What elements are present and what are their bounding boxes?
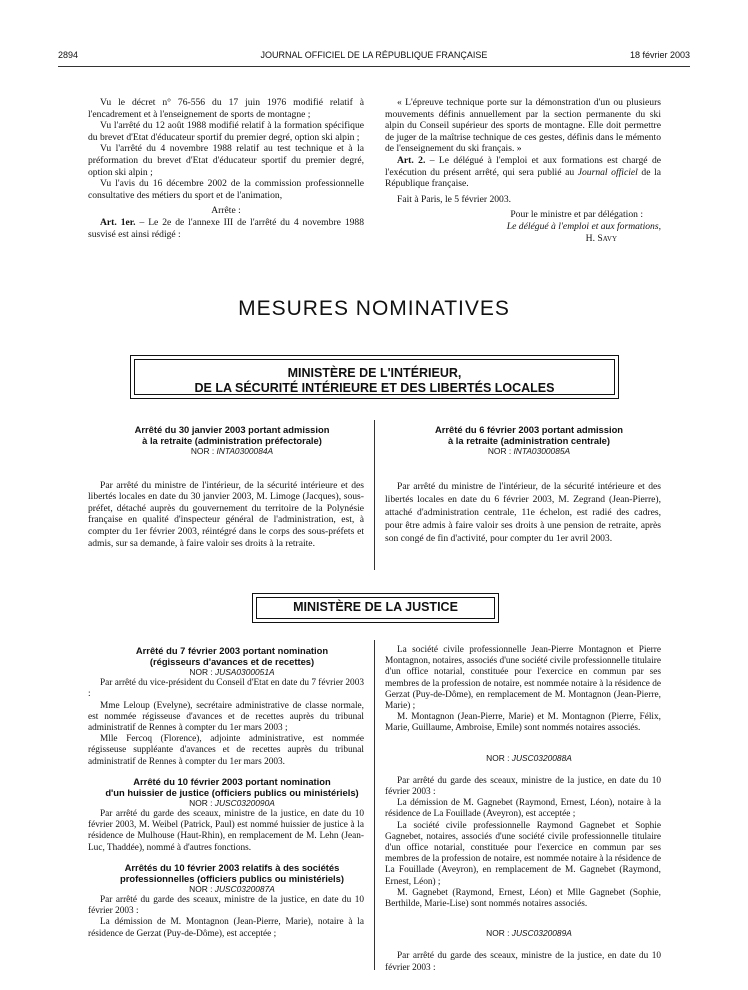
- ministry-name: MINISTÈRE DE LA JUSTICE: [293, 600, 458, 614]
- decree-title: Arrêté du 30 janvier 2003 portant admission: [134, 424, 330, 435]
- paragraph: M. Montagnon (Jean-Pierre, Marie) et M. Montagnon (Pierre, Félix, Marie, Guillaume, Ambroise, Emile) sont nommés notaires associés.: [385, 712, 661, 734]
- nor-reference: NOR : JUSC0320087A: [189, 883, 275, 894]
- paragraph: Vu l'arrêté du 4 novembre 1988 relatif au test technique et à la préformation du brevet d'Etat d'éducateur sportif du premier degré, option ski alpin ;: [88, 143, 364, 178]
- delegate-title: Le délégué à l'emploi et aux formations,: [506, 220, 661, 232]
- nor-code: JUSC0320088A: [511, 752, 572, 763]
- arrete-label: Arrête :: [211, 205, 241, 217]
- decree-subtitle: professionnelles (officiers publics ou ministériels): [119, 872, 344, 884]
- paragraph: Par arrêté du garde des sceaux, ministre de la justice, en date du 10 février 2003 :: [385, 951, 661, 973]
- page-number: 2894: [58, 50, 79, 60]
- paragraph: La société civile professionnelle Raymond Gagnebet et Sophie Gagnebet, notaires, associés d'une société civile professionnelle titulaire d'un office notarial, constituée pour l'exercice en commun par ses membres de la profession de notaire, est nommée notaire à la résidence de La Fouillade (Aveyron), en remplacement de M. Gagnebet (Raymond, Ernest, Léon) ;: [385, 820, 661, 887]
- column-separator: [374, 420, 375, 570]
- nor-reference: NOR : JUSC0320089A: [486, 928, 572, 939]
- article-2: [385, 155, 661, 190]
- paragraph: Mlle Fercoq (Florence), adjointe administrative, est nommée régisseuse suppléante d'avances et de recettes auprès du tribunal administratif de Rennes à compter du 1er mars 2003.: [88, 734, 364, 767]
- nor-code: JUSA0300051A: [214, 667, 275, 677]
- issue-date: 18 février 2003: [629, 50, 690, 60]
- paragraph: Vu l'arrêté du 12 août 1988 modifié relatif à la formation spécifique du brevet d'Etat d'éducateur sportif du premier degré, option ski alpin ;: [88, 120, 364, 143]
- delegation-line: Pour le ministre et par délégation :: [510, 209, 643, 221]
- decree-body: Par arrêté du ministre de l'intérieur, de la sécurité intérieure et des libertés locales en date du 6 février 2003, M. Zegrand (Jean-Pierre), attaché d'administration centrale, 11e échelon, est radié des cadres, pour être admis à faire valoir ses droits à une pension de retraite, après son congé de fin d'activité, pour compter du 1er avril 2003.: [385, 480, 661, 545]
- justice-right-column: [385, 645, 661, 974]
- journal-name: Journal officiel: [577, 166, 638, 178]
- paragraph: Vu l'avis du 16 décembre 2002 de la commission professionnelle consultative des métiers du sport et de l'animation,: [88, 178, 364, 201]
- decree-body: Par arrêté du ministre de l'intérieur, de la sécurité intérieure et des libertés locales en date du 30 janvier 2003, M. Limoge (Jacques), sous-préfet, détaché auprès du gouvernement du territoire de la Polynésie française en qualité d'inspecteur général de l'administration, est, à compter du 1er février 2003, réintégré dans le corps des sous-préfets et admis, sur sa demande, à faire valoir ses droits à la retraite.: [88, 479, 364, 549]
- paragraph: La société civile professionnelle Jean-Pierre Montagnon et Pierre Montagnon, notaires, associés d'une société civile professionnelle titulaire d'un office notarial, constituée pour l'exercice en commun par ses membres de la profession de notaire, est nommée notaire à la résidence de Gerzat (Puy-de-Dôme), en remplacement de M. Montagnon (Jean-Pierre, Marie) ;: [385, 645, 661, 712]
- decree-title: Arrêté du 10 février 2003 portant nomination: [133, 775, 331, 787]
- decree-title: Arrêté du 7 février 2003 portant nomination: [135, 645, 329, 656]
- paragraph: Mme Leloup (Evelyne), secrétaire administrative de classe normale, est nommée régisseuse d'avances et de recettes auprès du tribunal administratif de Rennes à compter du 1er mars 2003 ;: [88, 700, 364, 734]
- ministry-name-line2: DE LA SÉCURITÉ INTÉRIEURE ET DES LIBERTÉS LOCALES: [194, 381, 555, 395]
- justice-left-column: [88, 645, 364, 940]
- article-text-end: de la République française.: [385, 166, 662, 190]
- nor-reference: NOR : INTA0300085A: [487, 446, 571, 456]
- section-title: MESURES NOMINATIVES: [238, 297, 510, 320]
- nor-reference: NOR : JUSC0320088A: [486, 752, 572, 763]
- paragraph: M. Gagnebet (Raymond, Ernest, Léon) et Mlle Gagnebet (Sophie, Berthilde, Marie-Lise) sont nommés notaires associés.: [385, 887, 661, 910]
- nor-code: INTA0300085A: [513, 446, 571, 456]
- top-right-column: [385, 97, 661, 244]
- paragraph: Par arrêté du garde des sceaux, ministre de la justice, en date du 10 février 2003 :: [88, 895, 364, 917]
- ministry-name-line1: MINISTÈRE DE L'INTÉRIEUR,: [287, 366, 462, 380]
- nor-reference: NOR : INTA0300084A: [190, 446, 274, 456]
- nor-code: JUSC0320087A: [214, 883, 275, 894]
- nor-code: JUSC0320090A: [214, 797, 275, 808]
- column-separator: [374, 640, 375, 970]
- nor-reference: NOR : JUSC0320090A: [189, 797, 275, 808]
- paragraph: La démission de M. Montagnon (Jean-Pierre, Marie), notaire à la résidence de Gerzat (Puy-de-Dôme), est acceptée ;: [88, 917, 364, 939]
- signature: H. Savy: [585, 232, 617, 244]
- article-text: – Le délégué à l'emploi et aux formations est chargé de l'exécution du présent arrêté, qui sera publié au: [385, 154, 661, 178]
- page-header: [58, 50, 690, 64]
- decree-title: Arrêtés du 10 février 2003 relatifs à des sociétés: [124, 861, 340, 873]
- decree-subtitle: d'un huissier de justice (officiers publics ou ministériels): [105, 786, 359, 798]
- top-left-column: [88, 97, 364, 240]
- decree-subtitle: à la retraite (administration centrale): [447, 435, 611, 446]
- nor-code: INTA0300084A: [216, 446, 274, 456]
- article-text: – Le 2e de l'annexe III de l'arrêté du 4 novembre 1988 susvisé est ainsi rédigé :: [88, 216, 365, 240]
- paragraph: « L'épreuve technique porte sur la démonstration d'un ou plusieurs mouvements définis annuellement par la section permanente du ski alpin du Conseil supérieur des sports de montagne. Elle doit permettre de juger de la maîtrise technique de ces gestes, définis dans le mémento de l'enseignement du ski français. »: [385, 97, 661, 155]
- nor-reference: NOR : JUSA0300051A: [189, 667, 275, 677]
- decree-title: Arrêté du 6 février 2003 portant admission: [434, 424, 624, 435]
- article-label: Art. 2.: [397, 154, 426, 166]
- decree-subtitle: à la retraite (administration préfectorale): [142, 435, 322, 446]
- article-label: Art. 1er.: [100, 216, 136, 228]
- header-rule: [58, 66, 690, 67]
- paragraph: Vu le décret n° 76-556 du 17 juin 1976 modifié relatif à l'encadrement et à l'enseignement de sports de montagne ;: [88, 97, 364, 120]
- ministry-box-justice: [252, 593, 499, 623]
- date-line: Fait à Paris, le 5 février 2003.: [397, 193, 512, 205]
- article-1: [88, 217, 364, 240]
- paragraph: La démission de M. Gagnebet (Raymond, Ernest, Léon), notaire à la résidence de La Fouillade (Aveyron), est acceptée ;: [385, 798, 661, 820]
- interior-left-column: [88, 424, 364, 549]
- interior-right-column: [385, 424, 661, 546]
- journal-title: JOURNAL OFFICIEL DE LA RÉPUBLIQUE FRANÇAISE: [260, 50, 488, 60]
- ministry-box-interior: [130, 355, 619, 399]
- paragraph: Par arrêté du garde des sceaux, ministre de la justice, en date du 10 février 2003 :: [385, 775, 661, 798]
- nor-code: JUSC0320089A: [511, 928, 572, 939]
- paragraph: Par arrêté du vice-président du Conseil d'Etat en date du 7 février 2003 :: [88, 678, 364, 700]
- decree-subtitle: (régisseurs d'avances et de recettes): [149, 656, 315, 667]
- paragraph: Par arrêté du garde des sceaux, ministre de la justice, en date du 10 février 2003, M. Weibel (Patrick, Paul) est nommé huissier de justice à la résidence de Mulhouse (Haut-Rhin), en remplacement de M. Lehn (Jean-Luc, Thaddée), nommé à d'autres fonctions.: [88, 809, 364, 853]
